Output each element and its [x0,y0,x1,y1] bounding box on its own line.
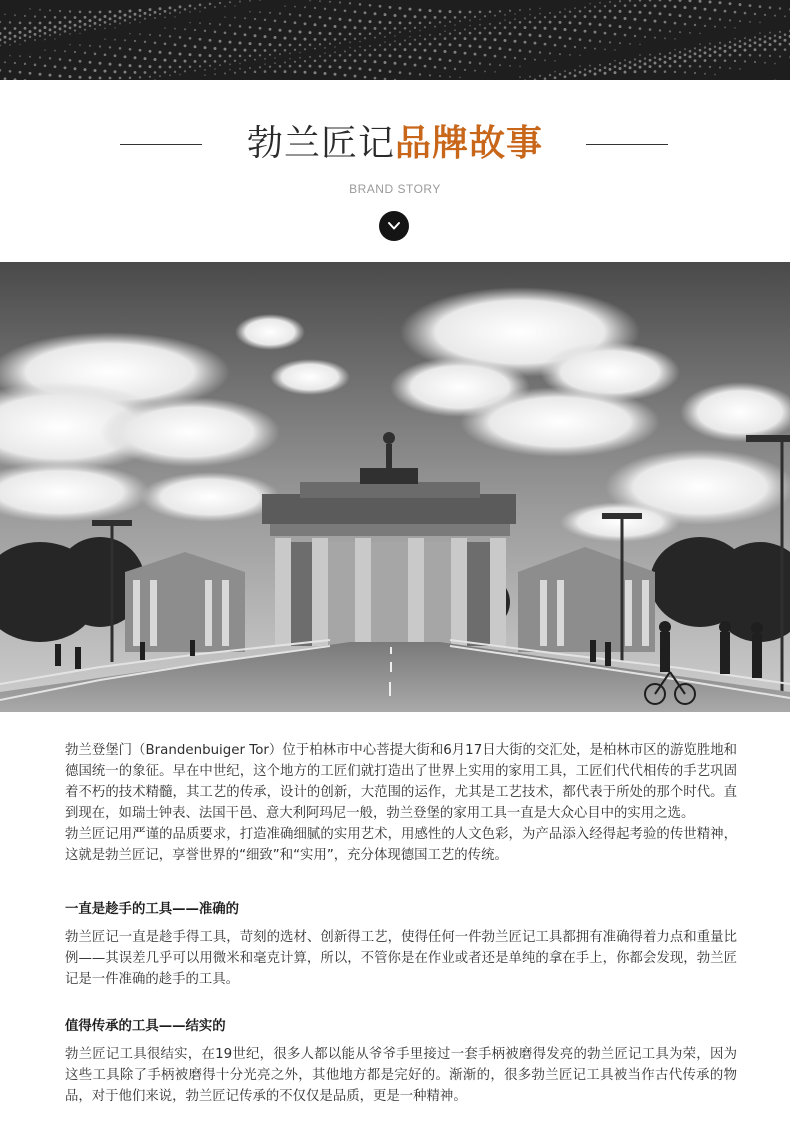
top-banner [0,0,790,80]
page-title-brand: 勃兰匠记 [246,123,395,164]
brandenburg-gate-photo [0,262,790,712]
page-heading [0,120,790,170]
intro-paragraph-2: 勃兰匠记用严谨的品质要求，打造准确细腻的实用艺术，用感性的人文色彩，为产品添入经得起考验的传世精神，这就是勃兰匠记，享誉世界的“细致”和“实用”，充分体现德国工艺的传统。 [65,827,737,863]
chevron-down-icon [387,221,401,231]
scroll-down-button[interactable] [379,211,409,241]
section-body-durable: 勃兰匠记工具很结实，在19世纪，很多人都以能从爷爷手里接过一套手柄被磨得发亮的勃兰匠记工具为荣，因为这些工具除了手柄被磨得十分光亮之外，其他地方都是完好的。渐渐的，很多勃兰匠记工具被当作古代传承的物品，对于他们来说，勃兰匠记传承的不仅仅是品质，更是一种精神。 [65,1047,737,1104]
page-subtitle: BRAND STORY [349,182,441,196]
section-body-precise: 勃兰匠记一直是趁手得工具，苛刻的选材、创新得工艺，使得任何一件勃兰匠记工具都拥有准确得着力点和重量比例——其误差几乎可以用微米和毫克计算，所以，不管你是在作业或者还是单纯的拿在手上，你都会发现，勃兰匠记是一件准确的趁手的工具。 [65,930,737,987]
dot-pattern [0,0,790,80]
brand-story-content [65,740,737,1107]
intro-paragraph-1: 勃兰登堡门（Brandenbuiger Tor）位于柏林市中心菩提大街和6月17日大街的交汇处，是柏林市区的游览胜地和德国统一的象征。早在中世纪，这个地方的工匠们就打造出了世界上实用的家用工具，工匠们代代相传的手艺巩固着不朽的技术精髓，其工艺的传承，设计的创新，大范围的运作，尤其是工艺技术，都代表于所处的那个时代。直到现在，如瑞士钟表、法国干邑、意大利阿玛尼一般，勃兰登堡的家用工具一直是大众心目中的实用之选。 [65,743,737,821]
page-title-accent: 品牌故事 [395,123,544,164]
heading-divider-right [586,144,668,145]
section-title-durable: 值得传承的工具——结实的 [65,1019,226,1034]
page-title [0,122,790,166]
section-title-precise: 一直是趁手的工具——准确的 [65,902,240,917]
brandenburg-gate-illustration [0,262,790,712]
